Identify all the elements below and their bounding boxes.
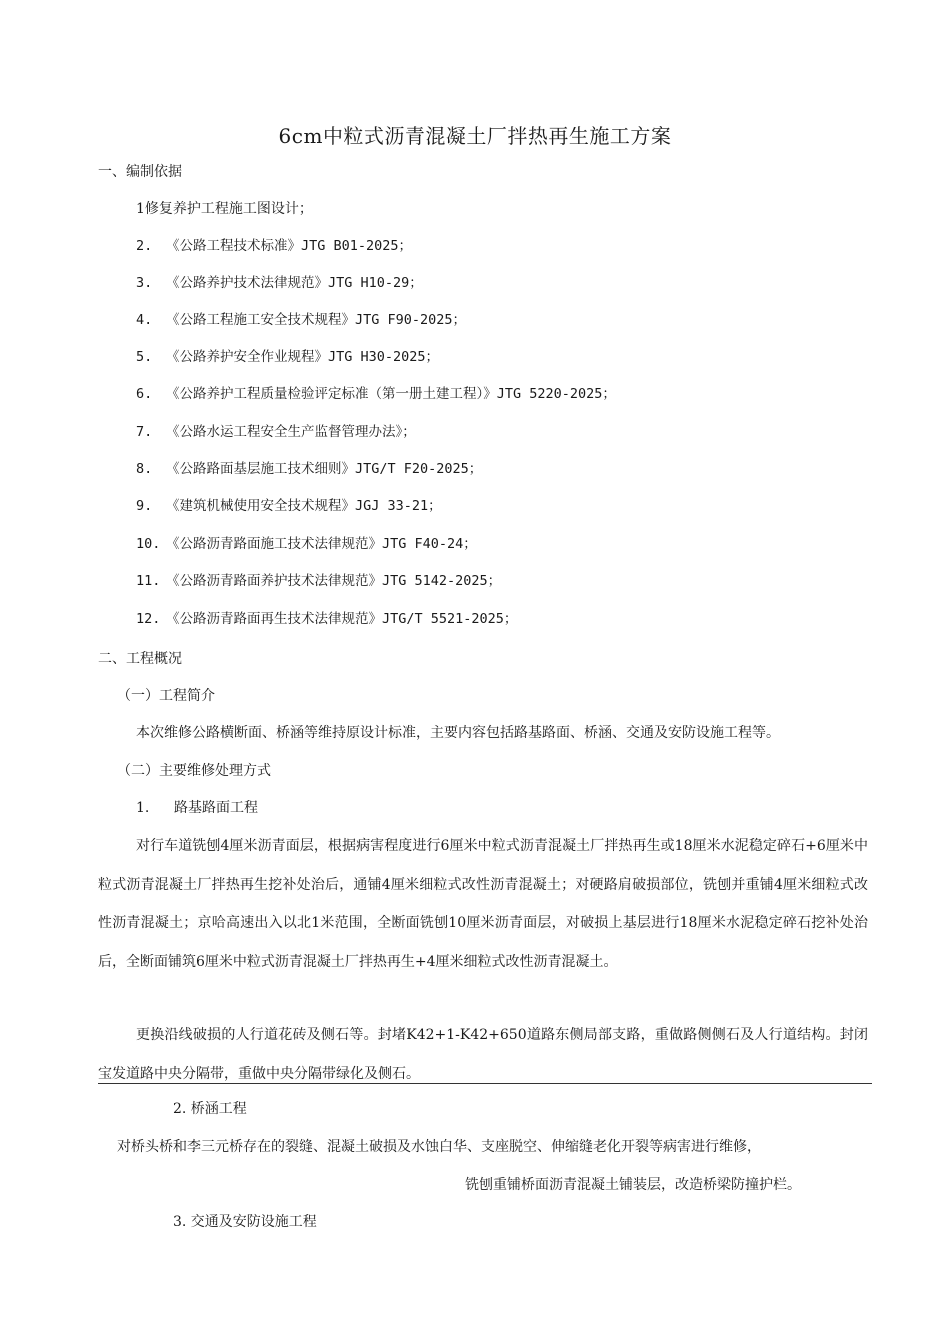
basis-item-1: 1修复养护工程施工图设计； bbox=[136, 201, 313, 217]
basis-item-4: 4. 《公路工程施工安全技术规程》JTG F90-2025； bbox=[136, 312, 467, 328]
page-divider bbox=[98, 1083, 872, 1084]
intro-paragraph: 本次维修公路横断面、桥涵等维持原设计标准，主要内容包括路基路面、桥涵、交通及安防设施工程等。 bbox=[136, 725, 780, 741]
section-heading-basis: 一、编制依据 bbox=[98, 164, 182, 180]
sidewalk-paragraph: 更换沿线破损的人行道花砖及侧石等。封堵K42+1-K42+650道路东侧局部支路，重做路侧侧石及人行道结构。封闭宝发道路中央分隔带，重做中央分隔带绿化及侧石。 bbox=[98, 1027, 868, 1082]
basis-item-12: 12. 《公路沥青路面再生技术法律规范》JTG/T 5521-2025； bbox=[136, 611, 518, 627]
subsection-intro-heading: （一）工程简介 bbox=[117, 688, 215, 704]
road-paragraph: 对行车道铣刨4厘米沥青面层，根据病害程度进行6厘米中粒式沥青混凝土厂拌热再生或18厘米水泥稳定碎石+6厘米中粒式沥青混凝土厂拌热再生挖补处治后，通铺4厘米细粒式改性沥青混凝土；对硬路肩破损部位，铣刨并重铺4厘米细粒式改性沥青混凝土；京哈高速出入以北1米范围，全断面铣刨10厘米沥青面层，对破损上基层进行18厘米水泥稳定碎石挖补处治后，全断面铺筑6厘米中粒式沥青混凝土厂拌热再生+4厘米细粒式改性沥青混凝土。 bbox=[98, 838, 868, 970]
basis-item-6: 6. 《公路养护工程质量检验评定标准（第一册土建工程）》JTG 5220-2025； bbox=[136, 386, 616, 402]
document-title: 6cm中粒式沥青混凝土厂拌热再生施工方案 bbox=[278, 124, 672, 148]
item-traffic-heading: 3. 交通及安防设施工程 bbox=[173, 1214, 317, 1230]
basis-item-2: 2. 《公路工程技术标准》JTG B01-2025； bbox=[136, 238, 413, 254]
section-heading-overview: 二、工程概况 bbox=[98, 651, 182, 667]
bridge-text-line-1: 对桥头桥和李三元桥存在的裂缝、混凝土破损及水蚀白华、支座脱空、伸缩缝老化开裂等病害进行维修， bbox=[117, 1139, 761, 1155]
basis-item-3: 3. 《公路养护技术法律规范》JTG H10-29； bbox=[136, 275, 423, 291]
basis-item-5: 5. 《公路养护安全作业规程》JTG H30-2025； bbox=[136, 349, 440, 365]
basis-item-8: 8. 《公路路面基层施工技术细则》JTG/T F20-2025； bbox=[136, 461, 483, 477]
basis-item-10: 10. 《公路沥青路面施工技术法律规范》JTG F40-24； bbox=[136, 536, 477, 552]
bridge-text-line-2: 铣刨重铺桥面沥青混凝土铺装层，改造桥梁防撞护栏。 bbox=[465, 1177, 801, 1193]
item-bridge-heading: 2. 桥涵工程 bbox=[173, 1101, 247, 1117]
subsection-methods-heading: （二）主要维修处理方式 bbox=[117, 763, 271, 779]
basis-item-11: 11. 《公路沥青路面养护技术法律规范》JTG 5142-2025； bbox=[136, 573, 502, 589]
basis-item-9: 9. 《建筑机械使用安全技术规程》JGJ 33-21； bbox=[136, 498, 442, 514]
basis-item-7: 7. 《公路水运工程安全生产监督管理办法》； bbox=[136, 424, 416, 440]
item-road-heading: 1. 路基路面工程 bbox=[136, 800, 258, 816]
